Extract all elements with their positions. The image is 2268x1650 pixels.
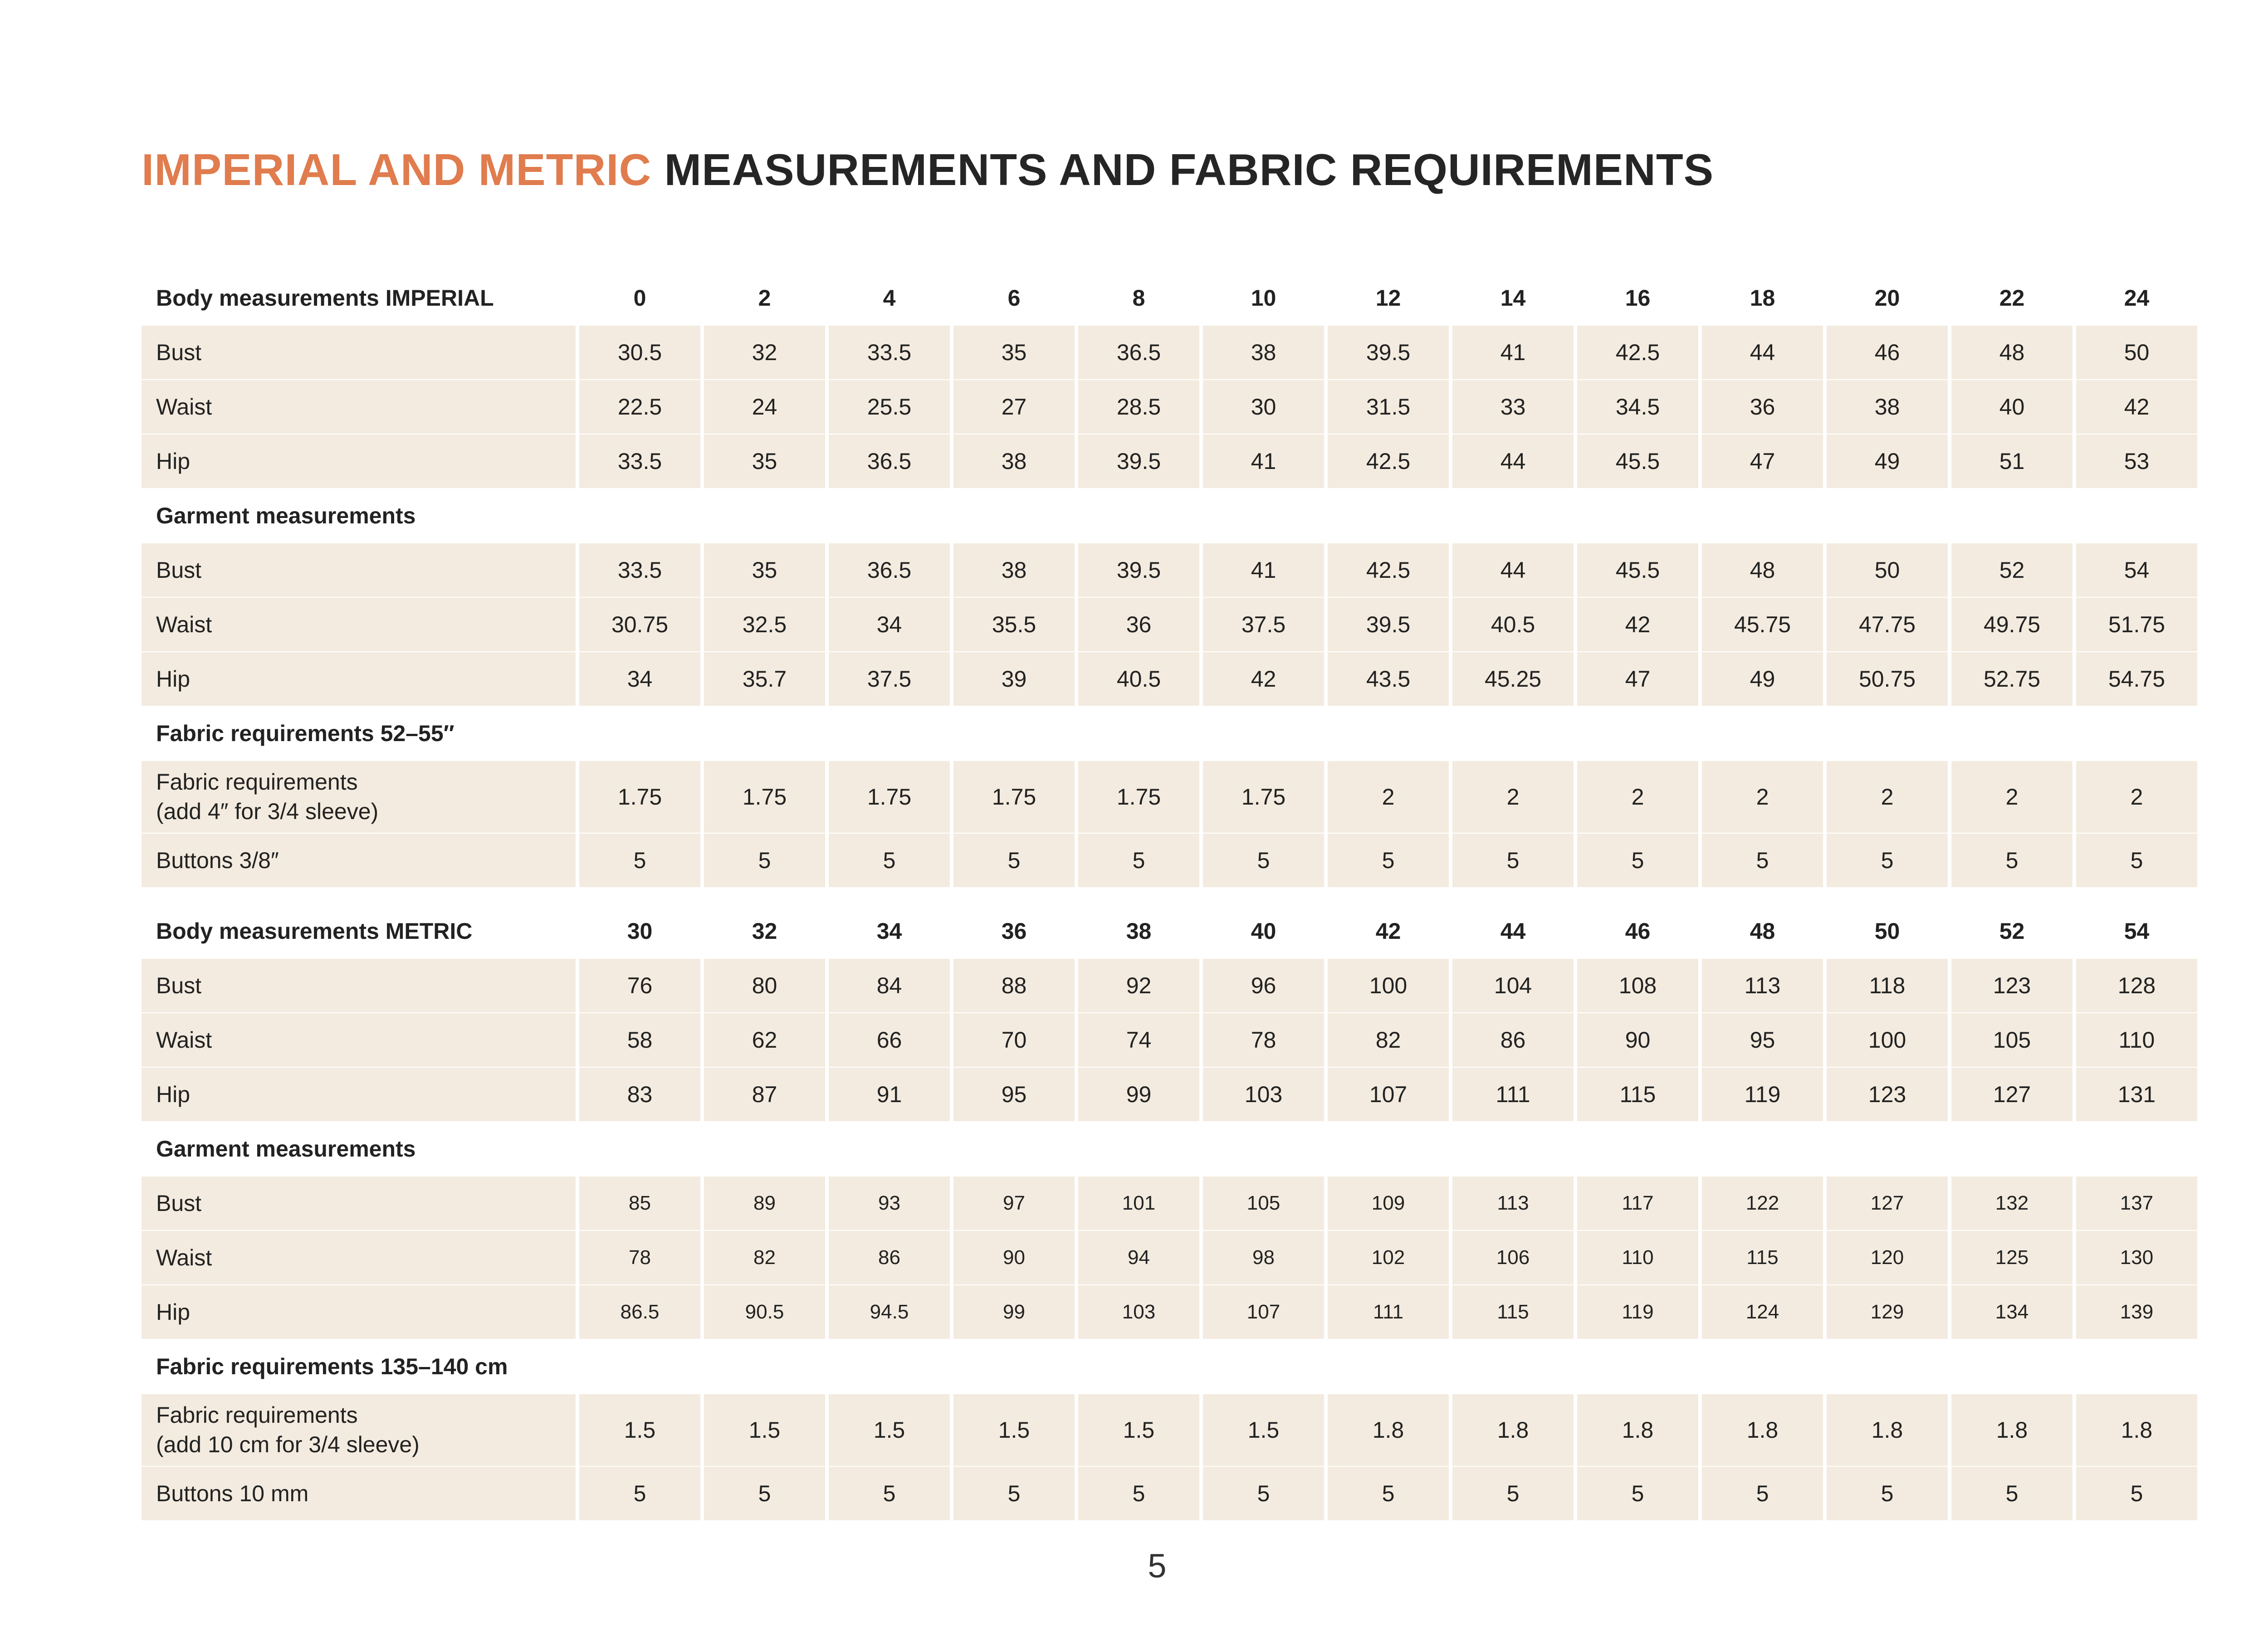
table-cell: 5 <box>1827 834 1948 887</box>
table-cell: 1.5 <box>1203 1394 1324 1466</box>
size-header-row <box>142 904 2200 958</box>
table-cell: 33.5 <box>579 543 700 597</box>
table-cell: 74 <box>1078 1013 1199 1067</box>
row-label: Buttons 10 mm <box>142 1467 576 1520</box>
table-cell: 52.75 <box>1951 652 2072 706</box>
table-cell: 25.5 <box>829 380 950 434</box>
table-cell: 5 <box>1951 834 2072 887</box>
table-row <box>142 652 2200 706</box>
table-cell: 99 <box>953 1285 1075 1339</box>
table-cell: 109 <box>1328 1176 1449 1230</box>
table-cell: 36 <box>1078 598 1199 651</box>
table-cell: 119 <box>1577 1285 1698 1339</box>
table-cell: 5 <box>2076 834 2197 887</box>
size-header: 0 <box>633 285 646 311</box>
table-cell: 85 <box>579 1176 700 1230</box>
table-row <box>142 543 2200 597</box>
table-cell: 50 <box>2076 326 2197 379</box>
table-cell: 110 <box>1577 1231 1698 1284</box>
size-header: 18 <box>1750 285 1775 311</box>
table-cell: 125 <box>1951 1231 2072 1284</box>
table-cell: 31.5 <box>1328 380 1449 434</box>
table-cell: 107 <box>1328 1068 1449 1121</box>
table-cell: 40 <box>1951 380 2072 434</box>
table-cell: 132 <box>1951 1176 2072 1230</box>
size-header: 30 <box>627 918 653 944</box>
table-cell: 39 <box>953 652 1075 706</box>
table-cell: 46 <box>1827 326 1948 379</box>
row-label: Hip <box>142 652 576 706</box>
table-header-label: Body measurements IMPERIAL <box>156 285 494 311</box>
table-cell: 5 <box>1827 1467 1948 1520</box>
table-row <box>142 834 2200 887</box>
size-header: 10 <box>1251 285 1276 311</box>
table-cell: 5 <box>1328 834 1449 887</box>
table-row <box>142 959 2200 1012</box>
row-label: Bust <box>142 543 576 597</box>
table-cell: 42 <box>2076 380 2197 434</box>
table-cell: 1.8 <box>1951 1394 2072 1466</box>
size-header: 40 <box>1251 918 1276 944</box>
size-header: 54 <box>2124 918 2150 944</box>
size-header: 4 <box>883 285 896 311</box>
table-cell: 47.75 <box>1827 598 1948 651</box>
table-cell: 70 <box>953 1013 1075 1067</box>
table-cell: 105 <box>1951 1013 2072 1067</box>
table-cell: 47 <box>1577 652 1698 706</box>
table-cell: 91 <box>829 1068 950 1121</box>
table-cell: 2 <box>1452 761 1574 833</box>
table-cell: 49 <box>1827 434 1948 488</box>
table-cell: 38 <box>1203 326 1324 379</box>
table-cell: 36.5 <box>829 543 950 597</box>
table-cell: 98 <box>1203 1231 1324 1284</box>
size-header: 44 <box>1500 918 1526 944</box>
table-cell: 53 <box>2076 434 2197 488</box>
table-cell: 38 <box>1827 380 1948 434</box>
table-row <box>142 1176 2200 1230</box>
table-cell: 1.8 <box>1452 1394 1574 1466</box>
row-label: Waist <box>142 1231 576 1284</box>
table-cell: 2 <box>1702 761 1823 833</box>
metric-table <box>142 904 2200 1520</box>
table-cell: 102 <box>1328 1231 1449 1284</box>
table-cell: 113 <box>1452 1176 1574 1230</box>
table-cell: 32 <box>704 326 825 379</box>
row-label: Hip <box>142 434 576 488</box>
table-cell: 44 <box>1702 326 1823 379</box>
table-cell: 100 <box>1328 959 1449 1012</box>
table-cell: 39.5 <box>1328 598 1449 651</box>
size-header: 20 <box>1874 285 1900 311</box>
table-cell: 1.8 <box>1702 1394 1823 1466</box>
table-cell: 52 <box>1951 543 2072 597</box>
table-cell: 127 <box>1951 1068 2072 1121</box>
row-label: Buttons 3/8″ <box>142 834 576 887</box>
table-cell: 30.75 <box>579 598 700 651</box>
table-cell: 123 <box>1951 959 2072 1012</box>
table-cell: 37.5 <box>1203 598 1324 651</box>
table-cell: 1.8 <box>1827 1394 1948 1466</box>
table-row <box>142 761 2200 833</box>
size-header: 8 <box>1132 285 1145 311</box>
table-row <box>142 1231 2200 1284</box>
table-cell: 48 <box>1702 543 1823 597</box>
table-cell: 35.7 <box>704 652 825 706</box>
table-cell: 1.75 <box>829 761 950 833</box>
table-cell: 38 <box>953 434 1075 488</box>
table-cell: 54 <box>2076 543 2197 597</box>
table-cell: 118 <box>1827 959 1948 1012</box>
size-header: 34 <box>876 918 902 944</box>
table-cell: 32.5 <box>704 598 825 651</box>
row-label: Bust <box>142 1176 576 1230</box>
table-cell: 86.5 <box>579 1285 700 1339</box>
table-cell: 33 <box>1452 380 1574 434</box>
table-cell: 39.5 <box>1328 326 1449 379</box>
table-cell: 5 <box>829 1467 950 1520</box>
table-row <box>142 1013 2200 1067</box>
size-header: 42 <box>1375 918 1401 944</box>
table-cell: 35 <box>704 434 825 488</box>
row-label: Hip <box>142 1068 576 1121</box>
table-cell: 22.5 <box>579 380 700 434</box>
table-cell: 1.5 <box>579 1394 700 1466</box>
table-cell: 103 <box>1078 1285 1199 1339</box>
table-cell: 1.75 <box>704 761 825 833</box>
section-heading-row <box>142 1122 2200 1176</box>
table-cell: 78 <box>1203 1013 1324 1067</box>
table-cell: 48 <box>1951 326 2072 379</box>
size-header: 36 <box>1001 918 1027 944</box>
table-cell: 115 <box>1452 1285 1574 1339</box>
table-cell: 131 <box>2076 1068 2197 1121</box>
section-heading: Garment measurements <box>156 503 416 528</box>
size-header: 12 <box>1375 285 1401 311</box>
table-cell: 28.5 <box>1078 380 1199 434</box>
table-cell: 137 <box>2076 1176 2197 1230</box>
table-cell: 5 <box>1577 834 1698 887</box>
table-cell: 80 <box>704 959 825 1012</box>
table-cell: 94 <box>1078 1231 1199 1284</box>
table-cell: 95 <box>1702 1013 1823 1067</box>
table-cell: 5 <box>1328 1467 1449 1520</box>
table-cell: 117 <box>1577 1176 1698 1230</box>
table-cell: 5 <box>579 834 700 887</box>
table-cell: 1.5 <box>704 1394 825 1466</box>
table-cell: 40.5 <box>1452 598 1574 651</box>
table-cell: 43.5 <box>1328 652 1449 706</box>
table-cell: 49 <box>1702 652 1823 706</box>
table-cell: 1.8 <box>1577 1394 1698 1466</box>
table-cell: 50 <box>1827 543 1948 597</box>
table-cell: 113 <box>1702 959 1823 1012</box>
table-cell: 5 <box>704 1467 825 1520</box>
table-row <box>142 380 2200 434</box>
table-cell: 115 <box>1577 1068 1698 1121</box>
table-cell: 34.5 <box>1577 380 1698 434</box>
table-cell: 96 <box>1203 959 1324 1012</box>
table-cell: 90 <box>953 1231 1075 1284</box>
table-cell: 105 <box>1203 1176 1324 1230</box>
table-cell: 83 <box>579 1068 700 1121</box>
table-cell: 78 <box>579 1231 700 1284</box>
page-number: 5 <box>1148 1547 1167 1585</box>
table-cell: 82 <box>704 1231 825 1284</box>
table-cell: 5 <box>1702 834 1823 887</box>
table-cell: 58 <box>579 1013 700 1067</box>
table-cell: 1.8 <box>1328 1394 1449 1466</box>
table-cell: 88 <box>953 959 1075 1012</box>
table-cell: 62 <box>704 1013 825 1067</box>
table-cell: 42 <box>1203 652 1324 706</box>
table-cell: 35 <box>704 543 825 597</box>
row-label: Bust <box>142 326 576 379</box>
table-cell: 5 <box>1452 834 1574 887</box>
table-row <box>142 1068 2200 1121</box>
row-label-line2: (add 10 cm for 3/4 sleeve) <box>156 1432 420 1457</box>
size-header: 32 <box>752 918 777 944</box>
table-cell: 45.5 <box>1577 434 1698 488</box>
table-cell: 42.5 <box>1328 434 1449 488</box>
section-heading: Fabric requirements 135–140 cm <box>156 1353 508 1379</box>
table-cell: 41 <box>1203 434 1324 488</box>
table-cell: 5 <box>1203 1467 1324 1520</box>
table-cell: 35 <box>953 326 1075 379</box>
size-header: 6 <box>1007 285 1021 311</box>
table-cell: 5 <box>704 834 825 887</box>
table-cell: 84 <box>829 959 950 1012</box>
table-cell: 108 <box>1577 959 1698 1012</box>
table-row <box>142 1285 2200 1339</box>
table-cell: 95 <box>953 1068 1075 1121</box>
size-header: 2 <box>758 285 771 311</box>
table-cell: 5 <box>1452 1467 1574 1520</box>
table-cell: 86 <box>829 1231 950 1284</box>
table-cell: 134 <box>1951 1285 2072 1339</box>
section-heading-row <box>142 1340 2200 1393</box>
table-cell: 129 <box>1827 1285 1948 1339</box>
table-cell: 86 <box>1452 1013 1574 1067</box>
row-label-line1: Fabric requirements <box>156 769 358 795</box>
table-cell: 39.5 <box>1078 434 1199 488</box>
table-cell: 1.5 <box>1078 1394 1199 1466</box>
table-cell: 2 <box>1827 761 1948 833</box>
table-cell: 5 <box>829 834 950 887</box>
table-cell: 97 <box>953 1176 1075 1230</box>
table-cell: 123 <box>1827 1068 1948 1121</box>
table-cell: 2 <box>1577 761 1698 833</box>
table-row <box>142 434 2200 488</box>
table-cell: 5 <box>1702 1467 1823 1520</box>
size-header: 48 <box>1750 918 1775 944</box>
table-row <box>142 598 2200 651</box>
table-cell: 42 <box>1577 598 1698 651</box>
table-cell: 76 <box>579 959 700 1012</box>
table-cell: 107 <box>1203 1285 1324 1339</box>
table-cell: 42.5 <box>1577 326 1698 379</box>
table-cell: 139 <box>2076 1285 2197 1339</box>
table-cell: 54.75 <box>2076 652 2197 706</box>
row-label: Waist <box>142 598 576 651</box>
row-label: Waist <box>142 380 576 434</box>
size-header: 38 <box>1126 918 1152 944</box>
table-cell: 30.5 <box>579 326 700 379</box>
table-cell: 5 <box>579 1467 700 1520</box>
table-cell: 94.5 <box>829 1285 950 1339</box>
table-cell: 2 <box>1328 761 1449 833</box>
table-cell: 37.5 <box>829 652 950 706</box>
table-cell: 93 <box>829 1176 950 1230</box>
size-header: 24 <box>2124 285 2150 311</box>
table-cell: 5 <box>953 1467 1075 1520</box>
table-cell: 1.75 <box>1078 761 1199 833</box>
table-cell: 41 <box>1203 543 1324 597</box>
table-cell: 124 <box>1702 1285 1823 1339</box>
size-header: 50 <box>1874 918 1900 944</box>
table-cell: 89 <box>704 1176 825 1230</box>
table-cell: 87 <box>704 1068 825 1121</box>
page-title <box>142 144 1714 195</box>
table-cell: 5 <box>1203 834 1324 887</box>
table-header-label: Body measurements METRIC <box>156 918 473 944</box>
size-header: 22 <box>1999 285 2025 311</box>
table-cell: 90 <box>1577 1013 1698 1067</box>
table-cell: 119 <box>1702 1068 1823 1121</box>
table-cell: 49.75 <box>1951 598 2072 651</box>
table-cell: 44 <box>1452 434 1574 488</box>
table-cell: 38 <box>953 543 1075 597</box>
table-cell: 45.75 <box>1702 598 1823 651</box>
table-cell: 5 <box>1078 834 1199 887</box>
table-cell: 40.5 <box>1078 652 1199 706</box>
table-cell: 99 <box>1078 1068 1199 1121</box>
table-cell: 33.5 <box>579 434 700 488</box>
table-cell: 103 <box>1203 1068 1324 1121</box>
table-cell: 5 <box>1078 1467 1199 1520</box>
table-row <box>142 1394 2200 1466</box>
table-cell: 27 <box>953 380 1075 434</box>
row-label <box>142 1394 576 1466</box>
title-accent: IMPERIAL AND METRIC <box>142 145 652 195</box>
table-cell: 122 <box>1702 1176 1823 1230</box>
row-label: Bust <box>142 959 576 1012</box>
table-cell: 128 <box>2076 959 2197 1012</box>
table-cell: 24 <box>704 380 825 434</box>
table-cell: 66 <box>829 1013 950 1067</box>
table-cell: 1.8 <box>2076 1394 2197 1466</box>
table-cell: 1.75 <box>1203 761 1324 833</box>
table-cell: 92 <box>1078 959 1199 1012</box>
table-cell: 82 <box>1328 1013 1449 1067</box>
section-heading: Fabric requirements 52–55″ <box>156 720 455 746</box>
table-cell: 120 <box>1827 1231 1948 1284</box>
table-cell: 33.5 <box>829 326 950 379</box>
table-cell: 45.5 <box>1577 543 1698 597</box>
table-cell: 42.5 <box>1328 543 1449 597</box>
section-heading: Garment measurements <box>156 1136 416 1162</box>
row-label <box>142 761 576 833</box>
section-heading-row <box>142 489 2200 542</box>
table-cell: 2 <box>2076 761 2197 833</box>
table-cell: 44 <box>1452 543 1574 597</box>
table-cell: 127 <box>1827 1176 1948 1230</box>
size-header: 52 <box>1999 918 2025 944</box>
table-cell: 111 <box>1328 1285 1449 1339</box>
table-cell: 34 <box>579 652 700 706</box>
table-cell: 110 <box>2076 1013 2197 1067</box>
table-cell: 1.75 <box>953 761 1075 833</box>
table-cell: 1.5 <box>829 1394 950 1466</box>
table-cell: 111 <box>1452 1068 1574 1121</box>
size-header-row <box>142 271 2200 325</box>
table-cell: 90.5 <box>704 1285 825 1339</box>
table-row <box>142 326 2200 379</box>
size-header: 14 <box>1500 285 1526 311</box>
table-cell: 1.75 <box>579 761 700 833</box>
table-cell: 36.5 <box>1078 326 1199 379</box>
table-cell: 101 <box>1078 1176 1199 1230</box>
table-cell: 5 <box>2076 1467 2197 1520</box>
table-cell: 5 <box>1577 1467 1698 1520</box>
table-cell: 30 <box>1203 380 1324 434</box>
table-cell: 45.25 <box>1452 652 1574 706</box>
table-cell: 41 <box>1452 326 1574 379</box>
table-row <box>142 1467 2200 1520</box>
table-cell: 34 <box>829 598 950 651</box>
table-cell: 2 <box>1951 761 2072 833</box>
table-cell: 39.5 <box>1078 543 1199 597</box>
row-label: Hip <box>142 1285 576 1339</box>
table-cell: 50.75 <box>1827 652 1948 706</box>
title-rest: MEASUREMENTS AND FABRIC REQUIREMENTS <box>651 145 1714 195</box>
table-cell: 51 <box>1951 434 2072 488</box>
table-cell: 5 <box>1951 1467 2072 1520</box>
row-label: Waist <box>142 1013 576 1067</box>
table-cell: 5 <box>953 834 1075 887</box>
table-cell: 100 <box>1827 1013 1948 1067</box>
row-label-line2: (add 4″ for 3/4 sleeve) <box>156 799 379 824</box>
table-cell: 106 <box>1452 1231 1574 1284</box>
size-header: 16 <box>1625 285 1651 311</box>
size-header: 46 <box>1625 918 1651 944</box>
table-cell: 47 <box>1702 434 1823 488</box>
table-cell: 115 <box>1702 1231 1823 1284</box>
imperial-table <box>142 271 2200 887</box>
table-cell: 51.75 <box>2076 598 2197 651</box>
table-cell: 36 <box>1702 380 1823 434</box>
table-cell: 104 <box>1452 959 1574 1012</box>
table-cell: 130 <box>2076 1231 2197 1284</box>
table-cell: 36.5 <box>829 434 950 488</box>
table-cell: 1.5 <box>953 1394 1075 1466</box>
section-heading-row <box>142 707 2200 760</box>
row-label-line1: Fabric requirements <box>156 1402 358 1428</box>
table-cell: 35.5 <box>953 598 1075 651</box>
